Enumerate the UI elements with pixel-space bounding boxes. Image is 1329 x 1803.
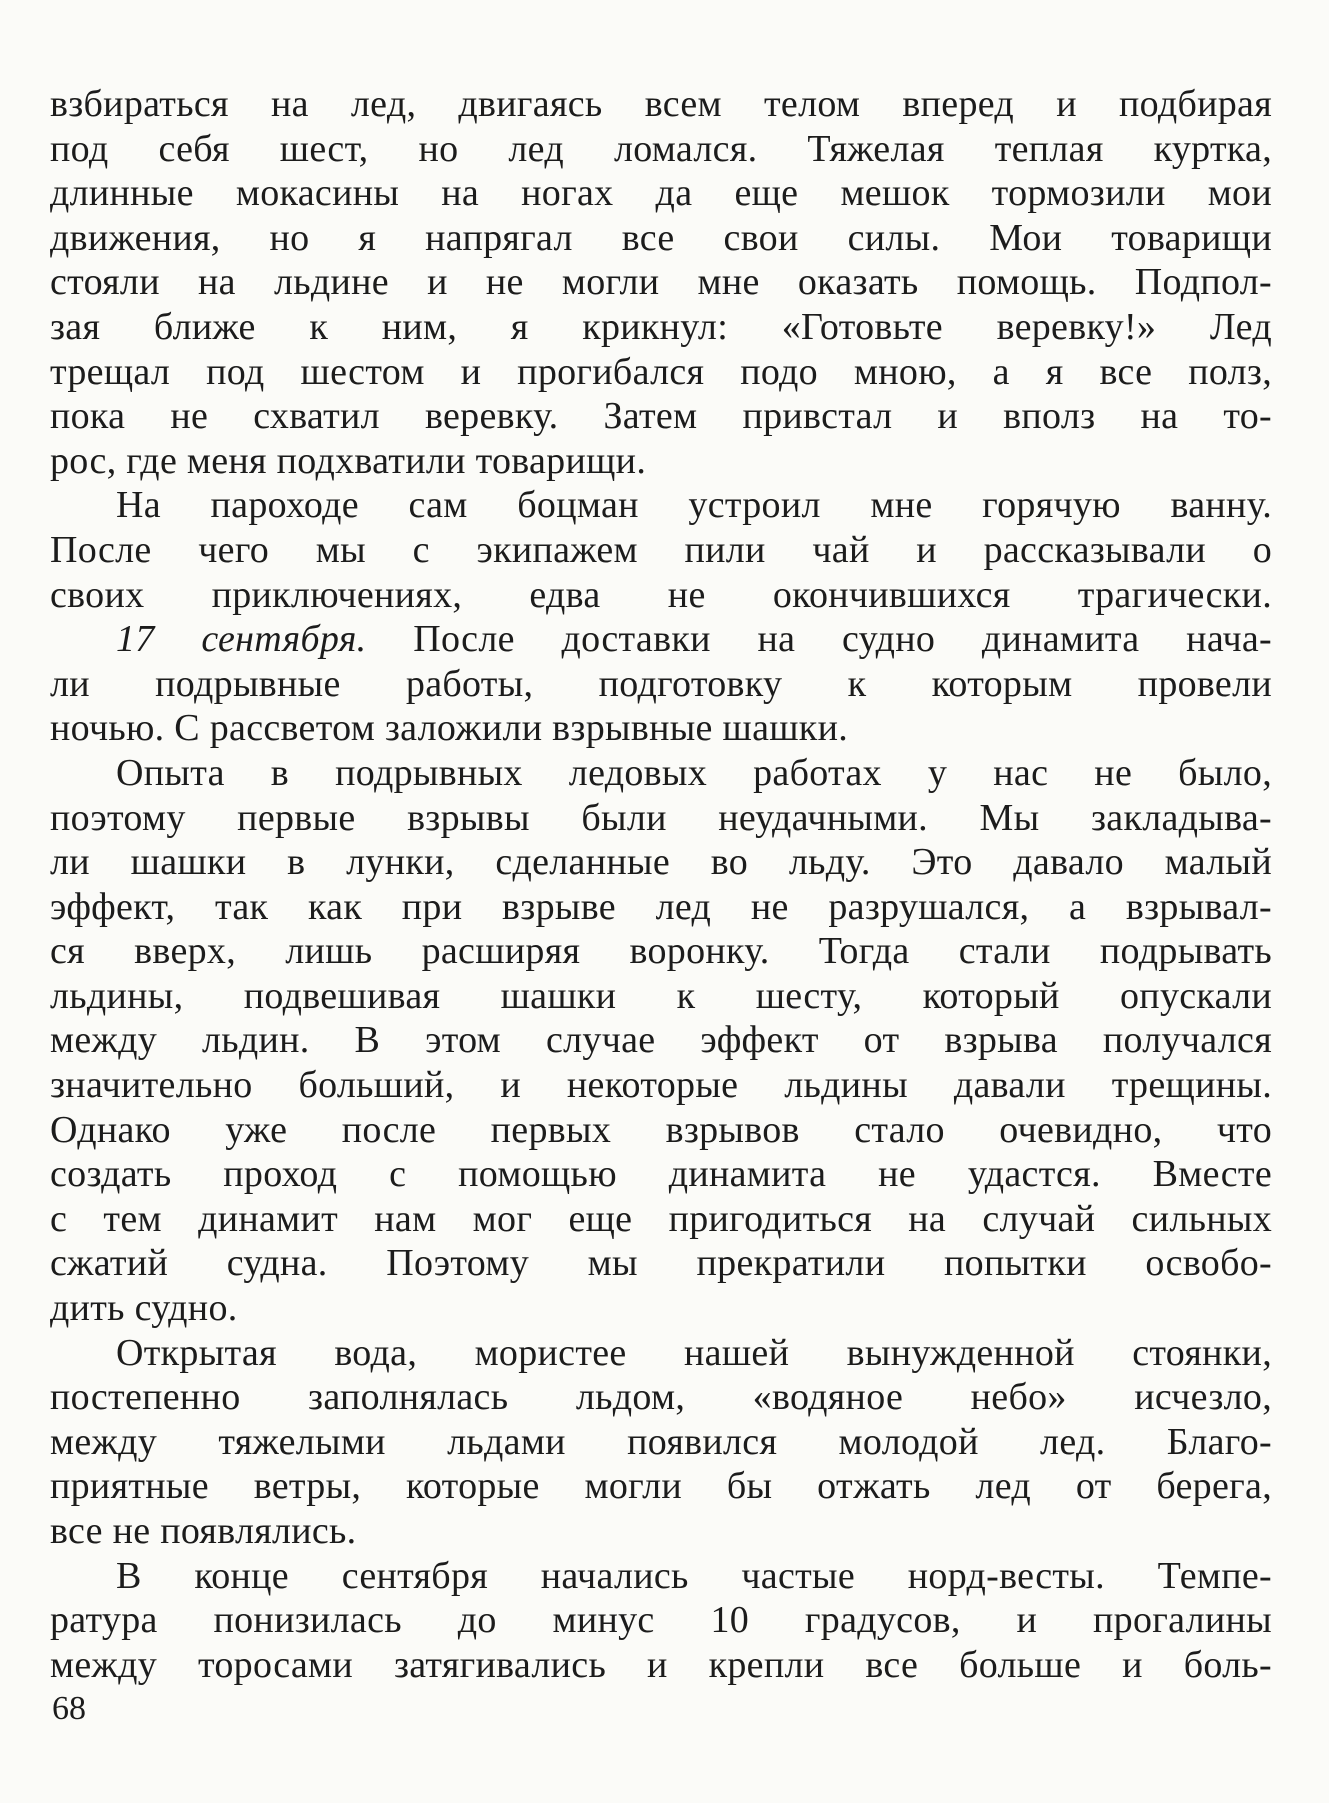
text-line: После чего мы с экипажем пили чай и рассказывали о (50, 528, 1272, 571)
text-line: рос, где меня подхватили товарищи. (50, 439, 647, 482)
page-body (50, 82, 1272, 1687)
text-line: создать проход с помощью динамита не удастся. Вместе (50, 1153, 1272, 1196)
paragraph (50, 751, 1272, 1331)
text-line: Открытая вода, мористее нашей вынужденной стоянки, (116, 1331, 1272, 1374)
text-line: трещал под шестом и прогибался подо мною, а я все полз, (50, 350, 1272, 393)
text-line: все не появлялись. (50, 1510, 357, 1552)
text-line: ли шашки в лунки, сделанные во льду. Это давало малый (50, 841, 1272, 884)
text-line: своих приключениях, едва не окончившихся трагически. (50, 573, 1272, 616)
text-line: постепенно заполнялась льдом, «водяное небо» исчезло, (50, 1376, 1272, 1419)
diary-date: 17 сентября. (116, 618, 367, 661)
text-fragment: После доставки на судно динамита нача- (366, 618, 1272, 661)
text-line: ли подрывные работы, подготовку к которым провели (50, 662, 1272, 705)
text-line: ратура понизилась до минус 10 градусов, и прогалины (50, 1599, 1272, 1642)
text-line: под себя шест, но лед ломался. Тяжелая теплая куртка, (50, 127, 1272, 170)
text-line: взбираться на лед, двигаясь всем телом вперед и подбирая (50, 83, 1272, 125)
text-line: движения, но я напрягал все свои силы. Мои товарищи (50, 216, 1272, 259)
text-line: льдины, подвешивая шашки к шесту, который опускали (50, 974, 1272, 1017)
text-line: В конце сентября начались частые норд-весты. Темпе- (116, 1554, 1272, 1597)
text-line: длинные мокасины на ногах да еще мешок тормозили мои (50, 172, 1272, 215)
text-line: На пароходе сам боцман устроил мне горячую ванну. (116, 484, 1272, 527)
text-line: зая ближе к ним, я крикнул: «Готовьте веревку!» Лед (50, 305, 1272, 348)
text-line: эффект, так как при взрыве лед не разрушался, а взрывал- (50, 885, 1272, 928)
page-number: 68 (52, 1690, 86, 1727)
paragraph (50, 82, 1272, 483)
text-line: между льдин. В этом случае эффект от взрыва получался (50, 1019, 1272, 1062)
paragraph (50, 483, 1272, 617)
paragraph (50, 617, 1272, 751)
text-line: Однако уже после первых взрывов стало очевидно, что (50, 1108, 1272, 1151)
text-line: между тяжелыми льдами появился молодой лед. Благо- (50, 1420, 1272, 1463)
paragraph (50, 1554, 1272, 1688)
text-line: пока не схватил веревку. Затем привстал и вполз на то- (50, 395, 1272, 438)
text-line: ночью. С рассветом заложили взрывные шашки. (50, 707, 849, 750)
text-line (50, 617, 1272, 662)
text-line: Опыта в подрывных ледовых работах у нас не было, (116, 751, 1272, 794)
text-line: стояли на льдине и не могли мне оказать помощь. Подпол- (50, 261, 1272, 304)
text-line: поэтому первые взрывы были неудачными. Мы закладыва- (50, 796, 1272, 839)
text-line: между торосами затягивались и крепли все больше и боль- (50, 1643, 1272, 1686)
text-line: с тем динамит нам мог еще пригодиться на случай сильных (50, 1197, 1272, 1240)
paragraph (50, 1331, 1272, 1554)
text-line: ся вверх, лишь расширяя воронку. Тогда стали подрывать (50, 930, 1272, 973)
text-line: дить судно. (50, 1287, 238, 1330)
text-line: значительно больший, и некоторые льдины давали трещины. (50, 1064, 1272, 1107)
text-line: приятные ветры, которые могли бы отжать лед от берега, (50, 1465, 1272, 1508)
text-line: сжатий судна. Поэтому мы прекратили попытки освобо- (50, 1242, 1272, 1285)
